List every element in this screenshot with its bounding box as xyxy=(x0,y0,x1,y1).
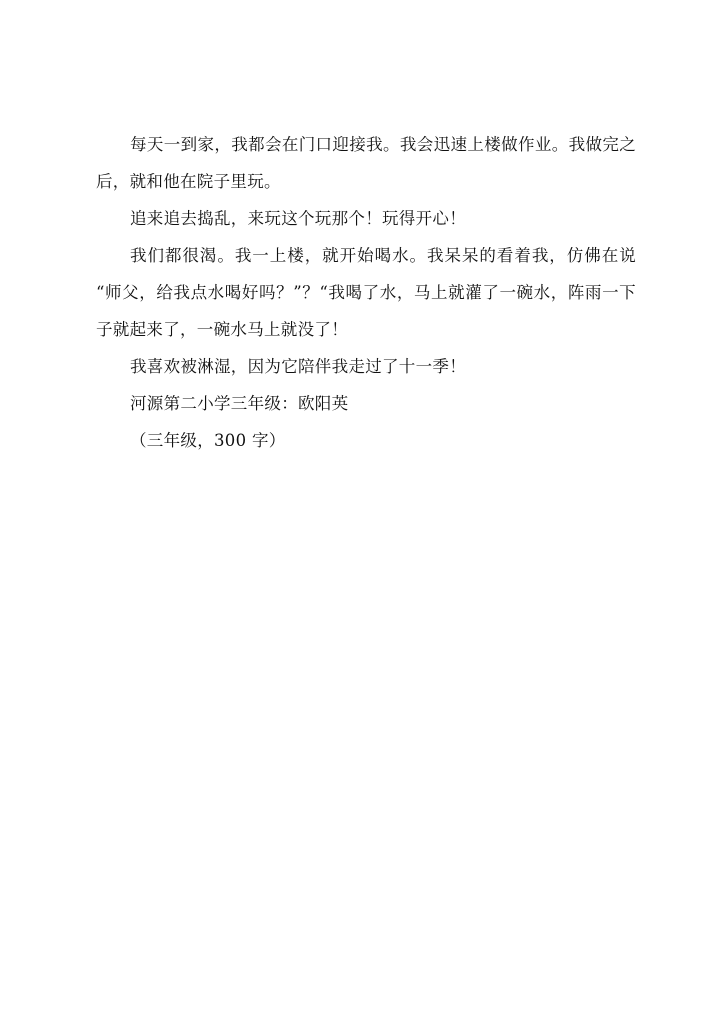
paragraph-arrival: 每天一到家，我都会在门口迎接我。我会迅速上楼做作业。我做完之后，就和他在院子里玩。 xyxy=(96,135,636,191)
paragraph-playing: 追来追去捣乱，来玩这个玩那个！玩得开心！ xyxy=(130,209,466,228)
author-line: 河源第二小学三年级：欧阳英 xyxy=(130,394,349,413)
paragraph-drinking-water: 我们都很渴。我一上楼，就开始喝水。我呆呆的看着我，仿佛在说 “师父，给我点水喝好吗？”？“我喝了水，马上就灌了一碗水，阵雨一下子就起来了，一碗水马上就没了！ xyxy=(96,246,636,339)
document-body xyxy=(96,126,636,459)
paragraph-getting-wet: 我喜欢被淋湿，因为它陪伴我走过了十一季！ xyxy=(130,357,466,376)
grade-word-count: （三年级，300 字） xyxy=(130,431,286,450)
